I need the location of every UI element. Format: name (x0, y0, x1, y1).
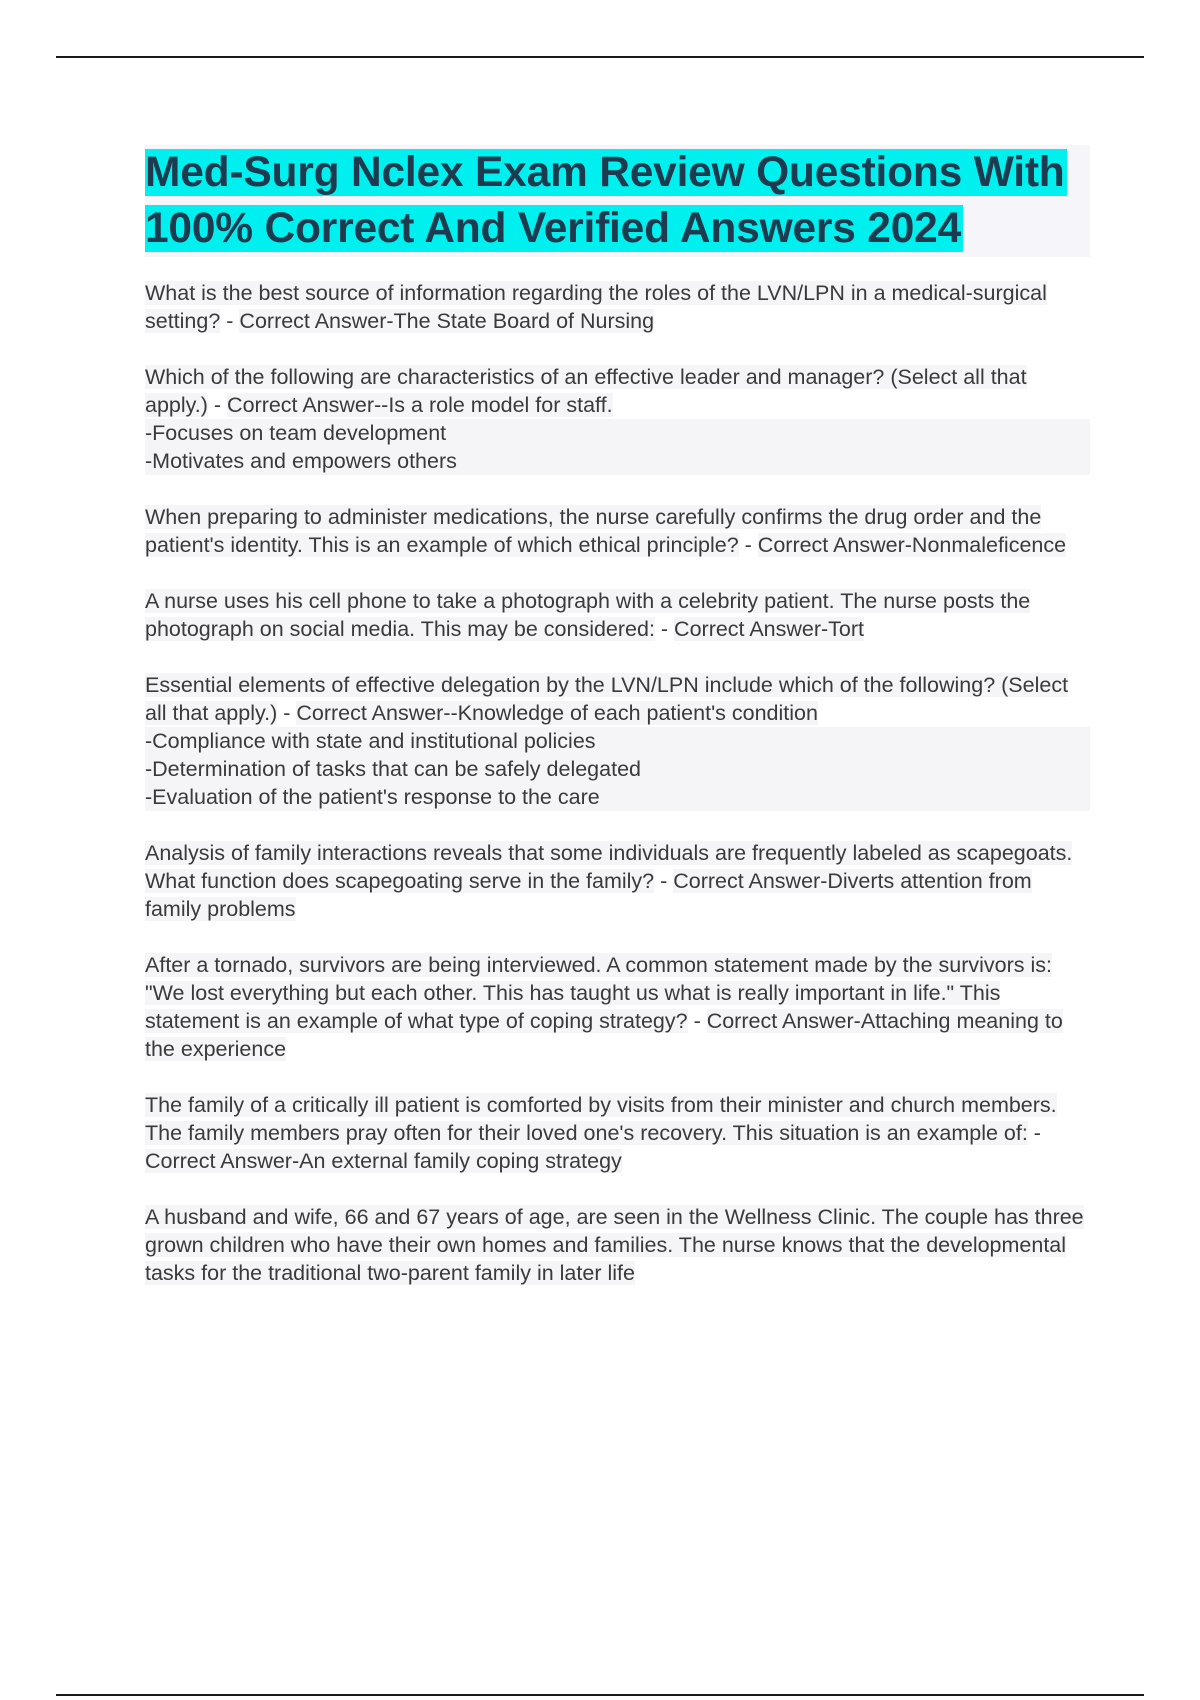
qa-item-3: When preparing to administer medications, the nurse carefully confirms the drug order and the patient's identity. This is an example of which ethical principle? - Correct Answer-Nonmaleficence (145, 505, 1067, 557)
top-rule (56, 56, 1144, 58)
question-text: A husband and wife, 66 and 67 years of age, are seen in the Wellness Clinic. The couple has three grown children who have their own homes and families. The nurse knows that the developmental tasks for the traditional two-parent family in later life (145, 1205, 1084, 1285)
answer-text: Correct Answer-Attaching meaning to the experience (145, 1009, 1063, 1061)
document-title (145, 145, 1090, 257)
document-body (145, 145, 1090, 1315)
answer-extra-line: -Focuses on team development (145, 419, 1090, 447)
title-highlight: Med-Surg Nclex Exam Review Questions With 100% Correct And Verified Answers 2024 (145, 149, 1065, 252)
answer-extra-line: -Evaluation of the patient's response to the care (145, 783, 1090, 811)
answer-text: Correct Answer--Knowledge of each patient's condition (296, 701, 818, 725)
answer-extra-line: -Determination of tasks that can be safely delegated (145, 755, 1090, 783)
question-text: A nurse uses his cell phone to take a photograph with a celebrity patient. The nurse posts the photograph on social media. This may be considered: (145, 589, 1031, 641)
question-text: The family of a critically ill patient is comforted by visits from their minister and church members. The family members pray often for their loved one's recovery. This situation is an example of: (145, 1093, 1057, 1145)
bottom-rule (56, 1694, 1144, 1696)
answer-text: Correct Answer--Is a role model for staff. (227, 393, 613, 417)
qa-item-8: The family of a critically ill patient is comforted by visits from their minister and church members. The family members pray often for their loved one's recovery. This situation is an example of: - Correct Answer-An external family coping strategy (145, 1093, 1057, 1173)
answer-text: Correct Answer-The State Board of Nursing (239, 309, 655, 333)
qa-item-2: Which of the following are characteristics of an effective leader and manager? (Select all that apply.) - Correct Answer--Is a role model for staff. -Focuses on team development -Motivates and empowers others (145, 363, 1090, 475)
question-text: Analysis of family interactions reveals that some individuals are frequently labeled as scapegoats. What function does scapegoating serve in the family? (145, 841, 1073, 893)
qa-item-5: Essential elements of effective delegation by the LVN/LPN include which of the following? (Select all that apply.) - Correct Answer--Knowledge of each patient's condition -Compliance with state and institutional policies -Determination of tasks that can be safely delegated -Evaluation of the patient's response to the care (145, 671, 1090, 811)
qa-item-7: After a tornado, survivors are being interviewed. A common statement made by the survivors is: "We lost everything but each other. This has taught us what is really important in life." This statement is an example of what type of coping strategy? - Correct Answer-Attaching meaning to the experience (145, 953, 1063, 1061)
title-block (145, 145, 1090, 257)
qa-item-4: A nurse uses his cell phone to take a photograph with a celebrity patient. The nurse posts the photograph on social media. This may be considered: - Correct Answer-Tort (145, 589, 1031, 641)
question-text: Essential elements of effective delegation by the LVN/LPN include which of the following? (Select all that apply.) (145, 673, 1069, 725)
answer-text: Correct Answer-An external family coping strategy (145, 1149, 622, 1173)
answer-extra-line: -Compliance with state and institutional policies (145, 727, 1090, 755)
question-text: Which of the following are characteristics of an effective leader and manager? (Select all that apply.) (145, 365, 1027, 417)
qa-item-6: Analysis of family interactions reveals that some individuals are frequently labeled as scapegoats. What function does scapegoating serve in the family? - Correct Answer-Diverts attention from family problems (145, 841, 1073, 921)
qa-item-1: What is the best source of information regarding the roles of the LVN/LPN in a medical-surgical setting? - Correct Answer-The State Board of Nursing (145, 281, 1047, 333)
answer-text: Correct Answer-Nonmaleficence (757, 533, 1067, 557)
answer-text: Correct Answer-Tort (674, 617, 865, 641)
question-text: What is the best source of information regarding the roles of the LVN/LPN in a medical-surgical setting? (145, 281, 1047, 333)
question-text: After a tornado, survivors are being interviewed. A common statement made by the survivors is: "We lost everything but each other. This has taught us what is really important in life." This statement is an example of what type of coping strategy? (145, 953, 1052, 1033)
question-text: When preparing to administer medications, the nurse carefully confirms the drug order and the patient's identity. This is an example of which ethical principle? (145, 505, 1042, 557)
answer-extra-line: -Motivates and empowers others (145, 447, 1090, 475)
answer-text: Correct Answer-Diverts attention from family problems (145, 869, 1032, 921)
qa-item-9 (145, 1203, 1090, 1287)
